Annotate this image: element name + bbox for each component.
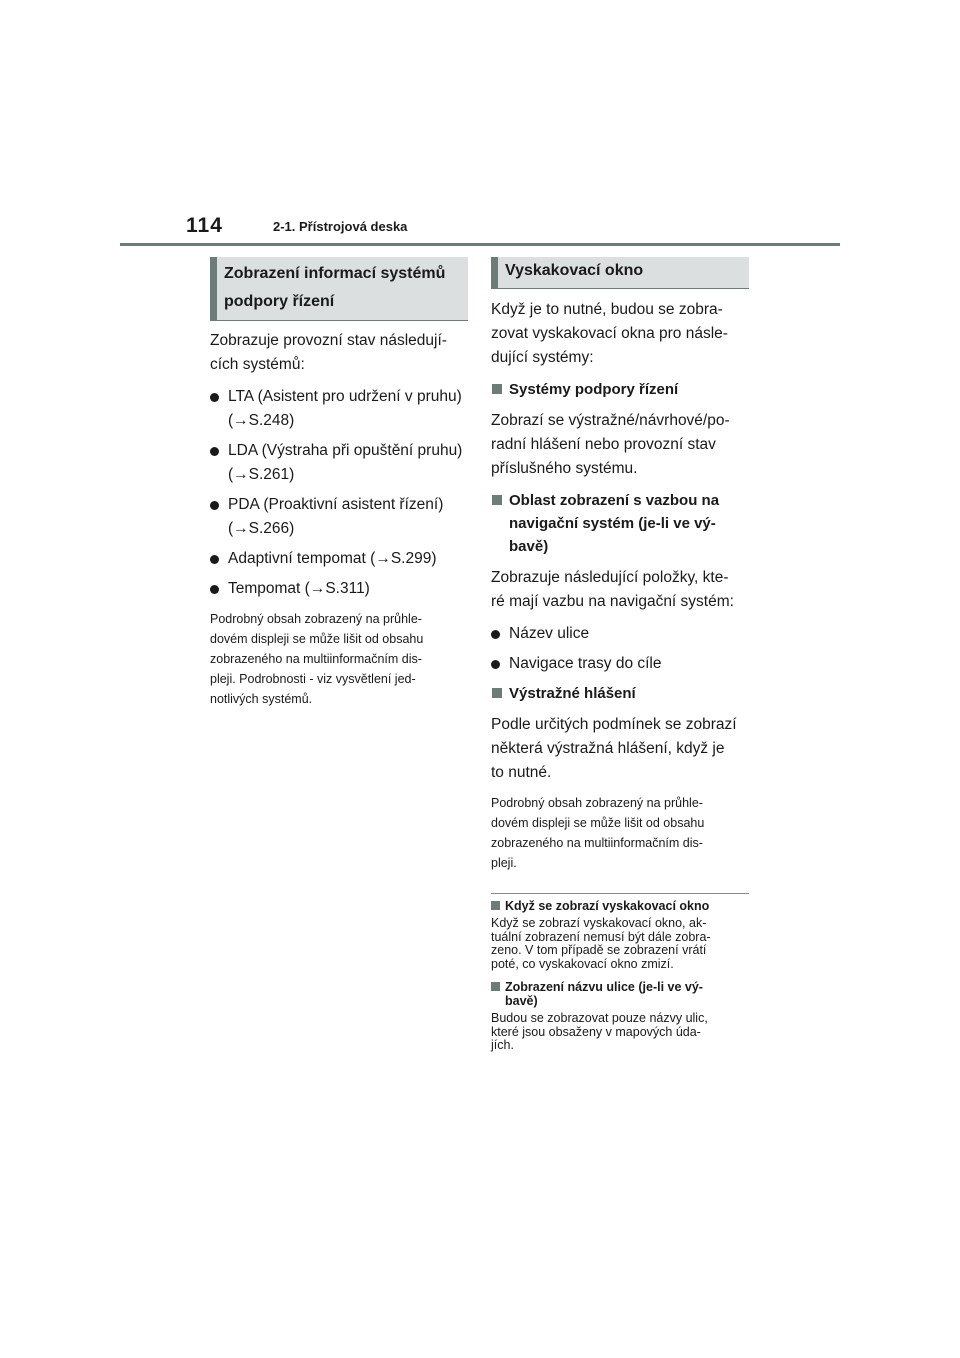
right-title-box bbox=[491, 257, 749, 289]
bullet-item-adaptive-cruise bbox=[210, 547, 468, 571]
text-line: navigační systém (je-li ve vý- bbox=[509, 515, 716, 532]
small-paragraph bbox=[491, 1012, 749, 1053]
text-line: příslušného systému. bbox=[491, 460, 638, 477]
text-line: Když se zobrazí vyskakovací okno bbox=[505, 899, 710, 913]
text-line: poté, co vyskakovací okno zmizí. bbox=[491, 956, 674, 971]
page-reference: (→S.266) bbox=[228, 520, 295, 537]
bullet-icon bbox=[491, 660, 500, 669]
bullet-icon bbox=[210, 585, 219, 594]
text-line: zovat vyskakovací okna pro násle- bbox=[491, 325, 728, 342]
left-title-box bbox=[210, 257, 468, 321]
square-bullet-icon bbox=[492, 688, 502, 698]
text-line: některá výstražná hlášení, když je bbox=[491, 740, 725, 757]
small-heading bbox=[491, 899, 749, 913]
bullet-item-lta bbox=[210, 385, 468, 433]
square-bullet-icon bbox=[491, 982, 500, 991]
text-line: dovém displeji se může lišit od obsahu bbox=[210, 632, 424, 646]
left-intro bbox=[210, 329, 468, 377]
right-note bbox=[491, 793, 749, 873]
paragraph bbox=[491, 566, 749, 614]
bullet-icon bbox=[210, 393, 219, 402]
text-line: radní hlášení nebo provozní stav bbox=[491, 436, 716, 453]
text-line: dovém displeji se může lišit od obsahu bbox=[491, 816, 705, 830]
paragraph bbox=[491, 713, 749, 785]
bullet-item-route-guidance bbox=[491, 652, 749, 676]
text-line: Název ulice bbox=[509, 625, 590, 642]
bullet-item-cruise bbox=[210, 577, 468, 601]
square-bullet-icon bbox=[492, 495, 502, 505]
text-line: to nutné. bbox=[491, 764, 552, 781]
bullet-icon bbox=[491, 630, 500, 639]
text-line: zobrazeného na multiinformačním dis- bbox=[210, 652, 422, 666]
text-line: PDA (Proaktivní asistent řízení) bbox=[228, 496, 444, 513]
text-line: LTA (Asistent pro udržení v pruhu) bbox=[228, 388, 462, 405]
text-line: Výstražné hlášení bbox=[509, 685, 636, 702]
left-column bbox=[210, 257, 468, 709]
square-bullet-icon bbox=[492, 384, 502, 394]
text-line: Oblast zobrazení s vazbou na bbox=[509, 492, 720, 509]
subsection-heading bbox=[491, 378, 749, 401]
bullet-item-pda bbox=[210, 493, 468, 541]
text-line: cích systémů: bbox=[210, 356, 305, 373]
square-bullet-icon bbox=[491, 901, 500, 910]
text-line: ré mají vazbu na navigační systém: bbox=[491, 593, 734, 610]
text-line: Zobrazí se výstražné/návrhové/po- bbox=[491, 412, 730, 429]
text-line: Adaptivní tempomat (→S.299) bbox=[228, 550, 437, 567]
left-title-line: podpory řízení bbox=[224, 293, 335, 310]
text-line: dující systémy: bbox=[491, 349, 594, 366]
text-line: LDA (Výstraha při opuštění pruhu) bbox=[228, 442, 463, 459]
text-line: které jsou obsaženy v mapových úda- bbox=[491, 1024, 701, 1039]
text-line: pleji. Podrobnosti - viz vysvětlení jed- bbox=[210, 672, 416, 686]
text-line: Když je to nutné, budou se zobra- bbox=[491, 301, 723, 318]
subsection-heading bbox=[491, 489, 749, 558]
section-title: 2-1. Přístrojová deska bbox=[273, 219, 408, 234]
header-rule bbox=[120, 243, 840, 246]
text-line: Zobrazení názvu ulice (je-li ve vý- bbox=[505, 980, 703, 994]
text-line: zobrazeného na multiinformačním dis- bbox=[491, 836, 703, 850]
small-heading bbox=[491, 980, 749, 1008]
page-reference: (→S.248) bbox=[228, 412, 295, 429]
left-title-line: Zobrazení informací systémů bbox=[224, 265, 446, 282]
small-paragraph bbox=[491, 917, 749, 971]
right-intro bbox=[491, 298, 749, 370]
text-line: bavě) bbox=[505, 994, 538, 1008]
subsection-heading bbox=[491, 682, 749, 705]
text-line: notlivých systémů. bbox=[210, 692, 313, 706]
text-line: Když se zobrazí vyskakovací okno, ak- bbox=[491, 916, 707, 930]
text-line: Podle určitých podmínek se zobrazí bbox=[491, 716, 737, 733]
bullet-icon bbox=[210, 501, 219, 510]
right-title: Vyskakovací okno bbox=[505, 262, 644, 279]
page-reference: (→S.261) bbox=[228, 466, 295, 483]
text-line: Systémy podpory řízení bbox=[509, 381, 679, 398]
text-line: bavě) bbox=[509, 538, 549, 555]
text-line: Zobrazuje následující položky, kte- bbox=[491, 569, 729, 586]
page-number: 114 bbox=[186, 214, 223, 237]
section-divider bbox=[491, 893, 749, 894]
bullet-item-lda bbox=[210, 439, 468, 487]
bullet-item-street-name bbox=[491, 622, 749, 646]
text-line: Tempomat (→S.311) bbox=[228, 580, 370, 597]
text-line: Navigace trasy do cíle bbox=[509, 655, 662, 672]
bullet-icon bbox=[210, 447, 219, 456]
text-line: Budou se zobrazovat pouze názvy ulic, bbox=[491, 1011, 708, 1025]
text-line: jích. bbox=[491, 1038, 514, 1052]
bullet-icon bbox=[210, 555, 219, 564]
text-line: pleji. bbox=[491, 856, 517, 870]
text-line: Zobrazuje provozní stav následují- bbox=[210, 332, 447, 349]
text-line: Podrobný obsah zobrazený na průhle- bbox=[210, 612, 422, 626]
left-note bbox=[210, 609, 468, 709]
paragraph bbox=[491, 409, 749, 481]
right-column bbox=[491, 257, 749, 1062]
text-line: zeno. V tom případě se zobrazení vrátí bbox=[491, 943, 707, 957]
text-line: Podrobný obsah zobrazený na průhle- bbox=[491, 796, 703, 810]
text-line: tuální zobrazení nemusí být dále zobra- bbox=[491, 929, 711, 944]
